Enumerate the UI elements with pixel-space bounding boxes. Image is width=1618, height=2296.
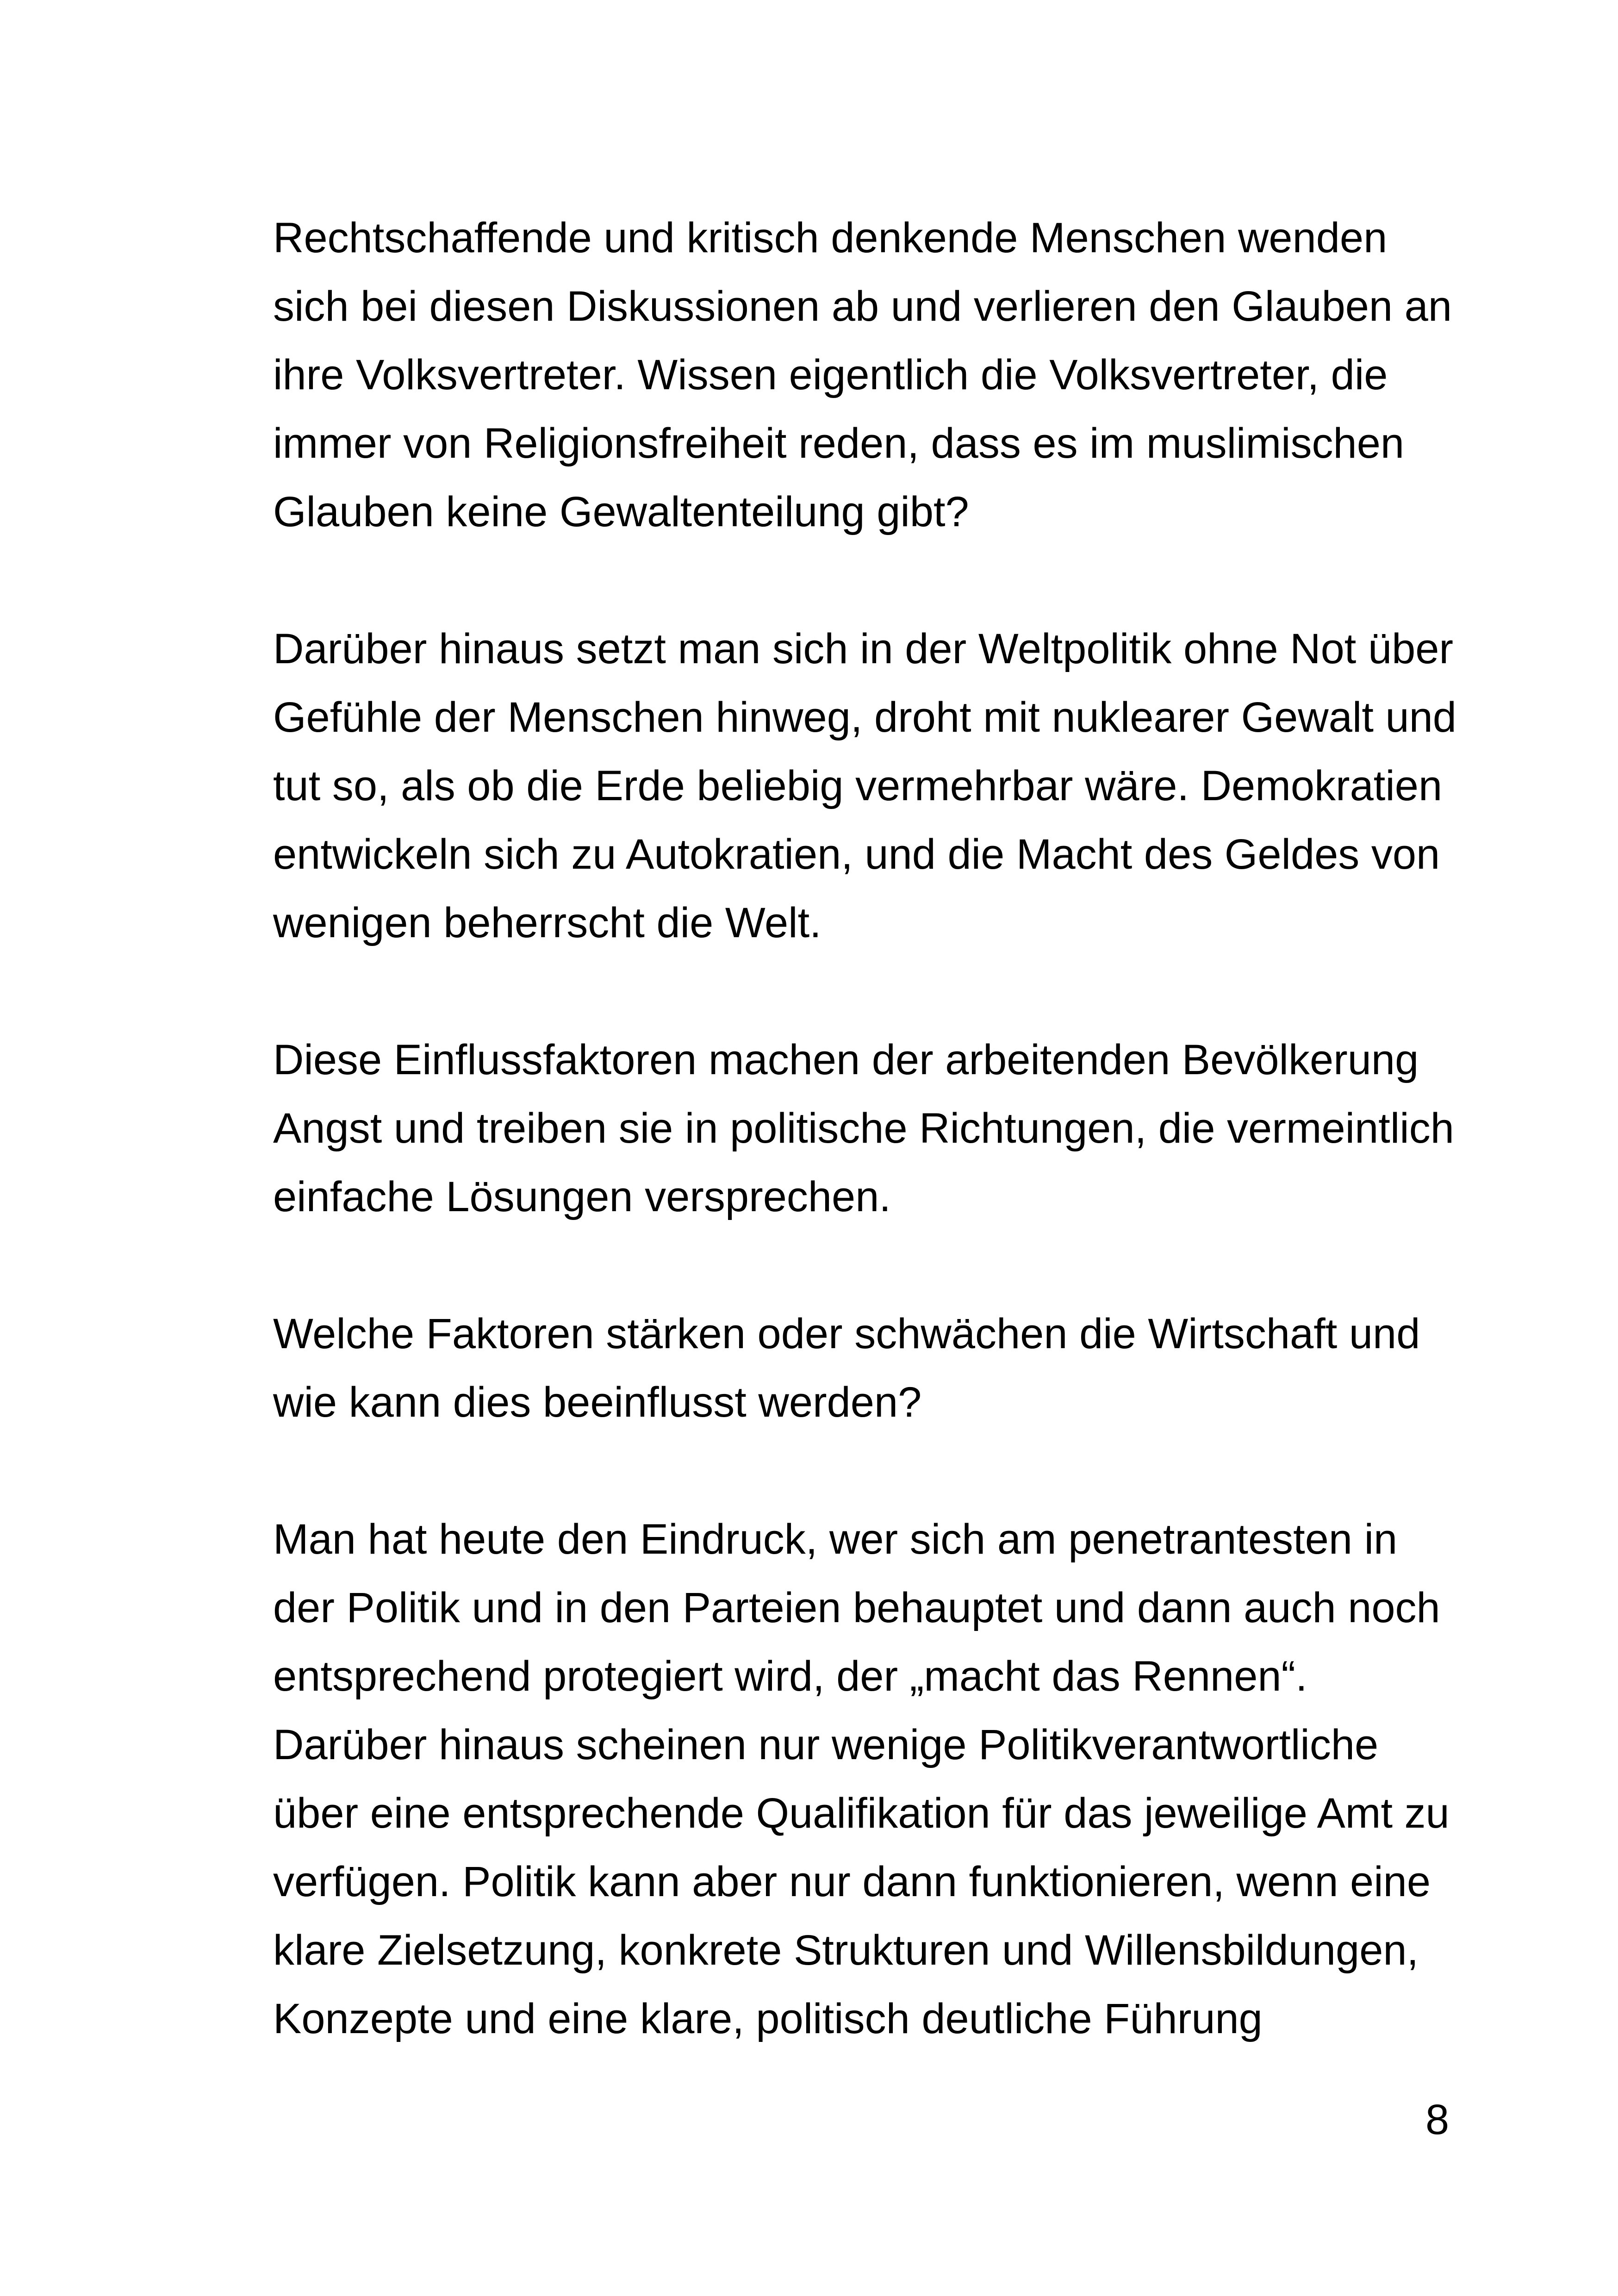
page-number: 8 — [1425, 2096, 1450, 2143]
paragraph — [273, 1505, 1495, 2053]
text-line: der Politik und in den Parteien behauptet und dann auch noch — [273, 1584, 1440, 1631]
text-line: verfügen. Politik kann aber nur dann funktionieren, wenn eine — [273, 1858, 1431, 1905]
text-line: Darüber hinaus setzt man sich in der Weltpolitik ohne Not über — [273, 625, 1454, 672]
text-line: Man hat heute den Eindruck, wer sich am penetrantesten in — [273, 1516, 1398, 1563]
text-line: Darüber hinaus scheinen nur wenige Politikverantwortliche — [273, 1721, 1379, 1768]
text-line: über eine entsprechende Qualifikation für das jeweilige Amt zu — [273, 1790, 1450, 1837]
body-text — [273, 204, 1495, 2122]
text-line: wenigen beherrscht die Welt. — [273, 899, 821, 946]
text-line: entsprechend protegiert wird, der „macht das Rennen“. — [273, 1653, 1307, 1700]
text-line: sich bei diesen Diskussionen ab und verlieren den Glauben an — [273, 283, 1452, 330]
paragraph — [273, 1300, 1495, 1437]
text-line: immer von Religionsfreiheit reden, dass es im muslimischen — [273, 420, 1405, 467]
paragraph — [273, 615, 1495, 957]
text-line: Glauben keine Gewaltenteilung gibt? — [273, 488, 969, 535]
text-line: Welche Faktoren stärken oder schwächen die Wirtschaft und — [273, 1310, 1420, 1357]
text-line: Konzepte und eine klare, politisch deutliche Führung — [273, 1995, 1263, 2042]
text-line: entwickeln sich zu Autokratien, und die Macht des Geldes von — [273, 831, 1440, 878]
text-line: Gefühle der Menschen hinweg, droht mit nuklearer Gewalt und — [273, 694, 1456, 741]
text-line: Rechtschaffende und kritisch denkende Menschen wenden — [273, 214, 1388, 261]
text-line: tut so, als ob die Erde beliebig vermehrbar wäre. Demokratien — [273, 762, 1443, 809]
text-line: ihre Volksvertreter. Wissen eigentlich die Volksvertreter, die — [273, 351, 1388, 398]
text-line: wie kann dies beeinflusst werden? — [273, 1379, 922, 1426]
text-line: einfache Lösungen versprechen. — [273, 1173, 891, 1220]
text-line: Angst und treiben sie in politische Richtungen, die vermeintlich — [273, 1105, 1454, 1152]
paragraph — [273, 1026, 1495, 1231]
text-line: klare Zielsetzung, konkrete Strukturen und Willensbildungen, — [273, 1927, 1419, 1974]
paragraph — [273, 204, 1495, 546]
text-line: Diese Einflussfaktoren machen der arbeitenden Bevölkerung — [273, 1036, 1419, 1083]
